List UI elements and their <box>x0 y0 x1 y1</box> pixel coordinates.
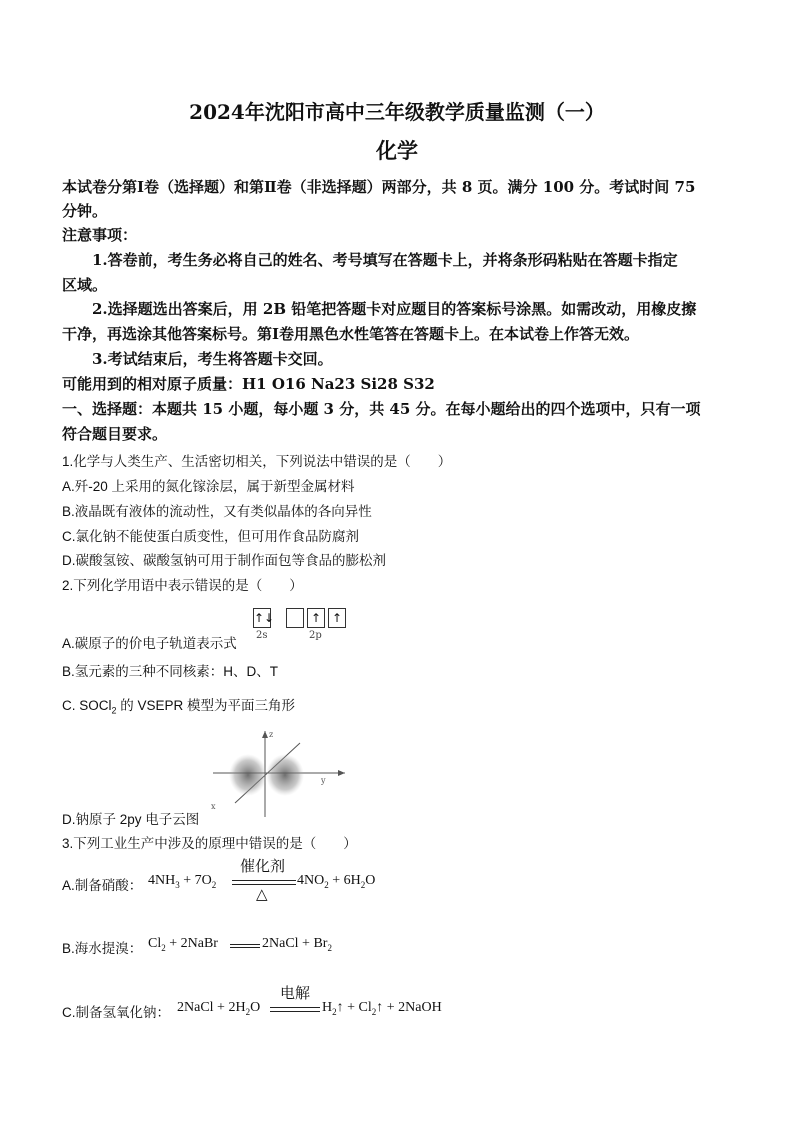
intro-line-2: 分钟。 <box>62 202 108 220</box>
q3-option-b-products: 2NaCl + $Br_2$ <box>262 936 332 953</box>
q3-option-c-equals <box>270 1007 320 1012</box>
svg-text:y: y <box>321 776 326 785</box>
q1-stem: 1.化学与人类生产、生活密切相关，下列说法中错误的是（ ） <box>62 454 452 469</box>
q1-option-b: B.液晶既有液体的流动性，又有类似晶体的各向异性 <box>62 504 372 519</box>
q3-option-c-reactants: 2NaCl + $2H_2O$ <box>177 1000 261 1017</box>
atomic-mass-line: 可能用到的相对原子质量：H1 O16 Na23 Si28 S32 <box>62 375 435 393</box>
svg-text:x: x <box>211 802 216 811</box>
cloud-lobe-left <box>229 754 267 796</box>
svg-text:z: z <box>269 730 274 739</box>
cloud-lobe-right <box>266 754 304 796</box>
notice-item-1-line-1: 1.答卷前，考生务必将自己的姓名、考号填写在答题卡上，并将条形码粘贴在答题卡指定 <box>92 251 678 269</box>
q3-option-a-heat: △ <box>256 886 268 903</box>
orbital-2p-box-3: ↑ <box>328 608 346 628</box>
notice-heading: 注意事项： <box>62 226 138 244</box>
section-1-line-1: 一、选择题：本题共 15 小题，每小题 3 分，共 45 分。在每小题给出的四个选项中，只有一项 <box>62 400 701 418</box>
q2-option-a: A.碳原子的价电子轨道表示式 <box>62 636 237 651</box>
q2-option-c <box>62 694 295 716</box>
notice-item-2-line-1: 2.选择题选出答案后，用 2B 铅笔把答题卡对应题目的答案标号涂黑。如需改动，用橡皮擦 <box>92 300 697 318</box>
q3-option-c-condition: 电解 <box>280 985 311 1002</box>
subject-title: 化学 <box>376 138 418 163</box>
q1-option-a: A.歼-20 上采用的氮化镓涂层，属于新型金属材料 <box>62 479 355 494</box>
q2-option-d: D.钠原子 2py 电子云图 <box>62 812 200 827</box>
exam-title: 2024年沈阳市高中三年级教学质量监测（一） <box>189 100 605 124</box>
q2-option-c-prefix: C. SOCl <box>62 698 112 713</box>
q2-option-c-suffix: 的 VSEPR 模型为平面三角形 <box>116 698 296 713</box>
electron-cloud-image <box>205 725 355 825</box>
q3-option-a-products: $4NO_2 + 6H_2O$ <box>297 873 376 890</box>
orbital-2p-box-1 <box>286 608 304 628</box>
notice-item-1-line-2: 区域。 <box>62 276 108 294</box>
notice-item-3: 3.考试结束后，考生将答题卡交回。 <box>92 350 333 368</box>
orbital-2s-label: 2s <box>256 630 268 641</box>
q1-option-d: D.碳酸氢铵、碳酸氢钠可用于制作面包等食品的膨松剂 <box>62 553 386 568</box>
q3-stem: 3.下列工业生产中涉及的原理中错误的是（ ） <box>62 836 357 851</box>
q2-option-c-sub: 2 <box>111 705 117 716</box>
orbital-2p-box-2: ↑ <box>307 608 325 628</box>
q3-option-b-label: B.海水提溴： <box>62 941 143 956</box>
orbital-2p-label: 2p <box>309 630 322 641</box>
q3-option-b-reactants: $Cl_2$ + 2NaBr <box>148 936 218 953</box>
section-1-line-2: 符合题目要求。 <box>62 425 168 443</box>
q3-option-c-label: C.制备氢氧化钠： <box>62 1005 170 1020</box>
intro-line-1: 本试卷分第Ⅰ卷（选择题）和第Ⅱ卷（非选择题）两部分，共 8 页。满分 100 分。考试时间 75 <box>62 178 696 196</box>
q2-option-b: B.氢元素的三种不同核素：H、D、T <box>62 664 278 679</box>
q3-option-a-label: A.制备硝酸： <box>62 878 143 893</box>
q3-option-c-products: $H_2↑$ + $Cl_2↑$ + 2NaOH <box>322 1000 442 1017</box>
notice-item-2-line-2: 干净，再选涂其他答案标号。第Ⅰ卷用黑色水性笔答在答题卡上。在本试卷上作答无效。 <box>62 325 640 343</box>
orbital-2s-box: ↑↓ <box>253 608 271 628</box>
q3-option-b-equals <box>230 944 260 948</box>
q2-stem: 2.下列化学用语中表示错误的是（ ） <box>62 578 303 593</box>
q1-option-c: C.氯化钠不能使蛋白质变性，但可用作食品防腐剂 <box>62 529 359 544</box>
q3-option-a-reactants: $4NH_3 + 7O_2$ <box>148 873 217 890</box>
q3-option-a-catalyst: 催化剂 <box>240 858 286 875</box>
